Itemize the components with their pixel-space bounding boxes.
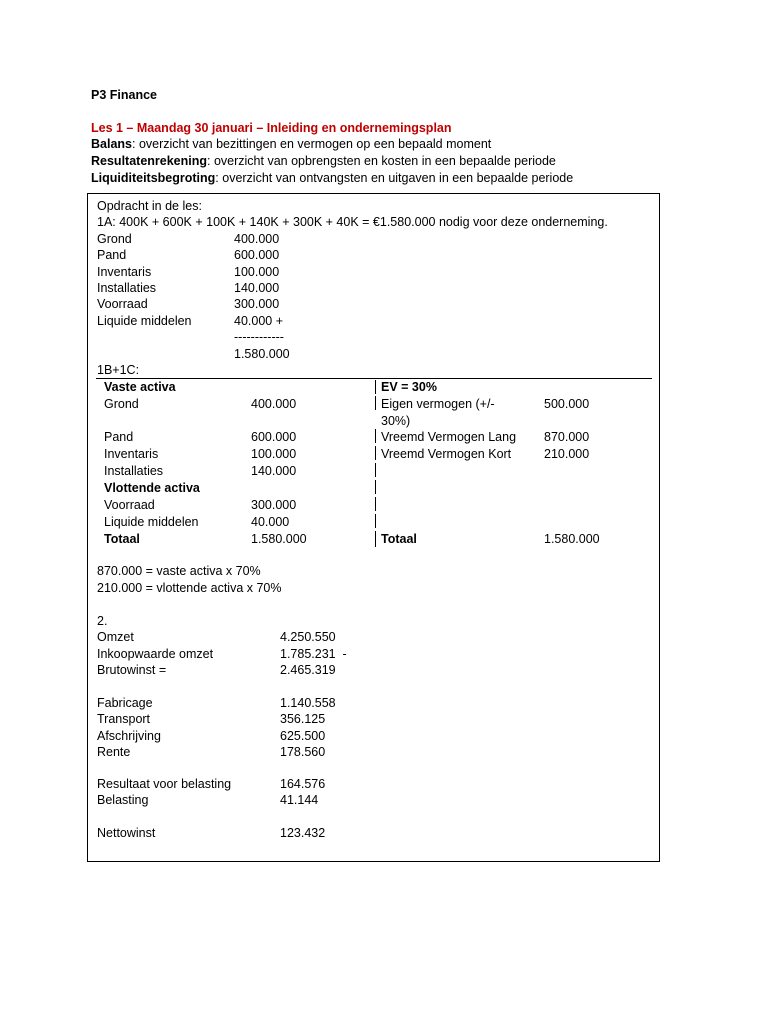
item-label: Grond: [97, 232, 132, 246]
income-label: Omzet: [97, 630, 134, 644]
item-value: 300.000: [234, 297, 280, 311]
definition-text: : overzicht van bezittingen en vermogen op een bepaald moment: [132, 137, 492, 151]
income-label: Inkoopwaarde omzet: [97, 647, 214, 661]
balance-left-label: Pand: [104, 430, 134, 444]
note: 870.000 = vaste activa x 70%: [97, 564, 261, 578]
balance-left-value: 600.000: [251, 430, 297, 444]
balance-left-header: Vaste activa: [104, 380, 176, 394]
definition-resultatenrekening: [91, 153, 556, 169]
balance-left-label: Grond: [104, 397, 139, 411]
income-label: Fabricage: [97, 696, 153, 710]
balance-left-label: Voorraad: [104, 498, 155, 512]
balance-top-rule: [96, 378, 652, 379]
item-label: Liquide middelen: [97, 314, 192, 328]
income-value: 1.785.231 -: [280, 647, 347, 661]
divider: [375, 446, 376, 460]
item-label: Inventaris: [97, 265, 152, 279]
balance-left-value: 40.000: [251, 515, 290, 529]
definition-text: : overzicht van opbrengsten en kosten in een bepaalde periode: [207, 154, 556, 168]
divider: [375, 396, 376, 410]
balance-right-total-value: 1.580.000: [544, 532, 600, 546]
item-value: 40.000 +: [234, 314, 284, 328]
balance-left-label: Liquide middelen: [104, 515, 199, 529]
separator: ------------: [234, 330, 284, 344]
definition-liquiditeitsbegroting: [91, 170, 573, 186]
income-label: Belasting: [97, 793, 149, 807]
balance-left-subheader: Vlottende activa: [104, 481, 200, 495]
divider: [375, 531, 376, 547]
item-label: Installaties: [97, 281, 157, 295]
definition-term: Resultatenrekening: [91, 154, 208, 168]
income-label: Transport: [97, 712, 151, 726]
balance-left-label: Inventaris: [104, 447, 159, 461]
balance-left-value: 400.000: [251, 397, 297, 411]
balance-right-header: EV = 30%: [381, 380, 437, 394]
divider: [375, 380, 376, 394]
balance-right-value: 210.000: [544, 447, 590, 461]
assignment-1a: 1A: 400K + 600K + 100K + 140K + 300K + 40K = €1.580.000 nodig voor deze onderneming.: [97, 215, 608, 229]
income-label-net: Nettowinst: [97, 826, 156, 840]
income-label: Rente: [97, 745, 131, 759]
divider: [375, 497, 376, 511]
divider: [375, 463, 376, 477]
item-value: 100.000: [234, 265, 280, 279]
balance-heading: 1B+1C:: [97, 363, 140, 377]
balance-right-value: 500.000: [544, 397, 590, 411]
item-label: Pand: [97, 248, 127, 262]
divider: [375, 429, 376, 443]
note: 210.000 = vlottende activa x 70%: [97, 581, 282, 595]
balance-right-label-cont: 30%): [381, 414, 411, 428]
item-value: 400.000: [234, 232, 280, 246]
definition-balans: [91, 136, 491, 152]
balance-left-value: 140.000: [251, 464, 297, 478]
balance-left-label: Installaties: [104, 464, 164, 478]
item-value: 140.000: [234, 281, 280, 295]
balance-left-value: 300.000: [251, 498, 297, 512]
balance-right-label: Vreemd Vermogen Kort: [381, 447, 512, 461]
income-label: Afschrijving: [97, 729, 161, 743]
income-value: 1.140.558: [280, 696, 336, 710]
income-label: Resultaat voor belasting: [97, 777, 232, 791]
income-value: 625.500: [280, 729, 326, 743]
balance-left-total-label: Totaal: [104, 532, 140, 546]
income-value: 356.125: [280, 712, 326, 726]
income-value: 178.560: [280, 745, 326, 759]
income-value-net: 123.432: [280, 826, 326, 840]
income-value: 2.465.319: [280, 663, 336, 677]
income-value: 4.250.550: [280, 630, 336, 644]
divider: [375, 480, 376, 494]
divider: [375, 514, 376, 528]
definition-text: : overzicht van ontvangsten en uitgaven in een bepaalde periode: [215, 171, 574, 185]
balance-right-label: Vreemd Vermogen Lang: [381, 430, 517, 444]
income-label: Brutowinst =: [97, 663, 167, 677]
item-total: 1.580.000: [234, 347, 290, 361]
definition-term: Liquiditeitsbegroting: [91, 171, 216, 185]
balance-right-label: Eigen vermogen (+/-: [381, 397, 495, 411]
lesson-heading: Les 1 – Maandag 30 januari – Inleiding en ondernemingsplan: [91, 121, 452, 135]
balance-left-total-value: 1.580.000: [251, 532, 307, 546]
income-heading: 2.: [97, 614, 108, 628]
income-value: 164.576: [280, 777, 326, 791]
item-label: Voorraad: [97, 297, 148, 311]
balance-right-value: 870.000: [544, 430, 590, 444]
balance-left-value: 100.000: [251, 447, 297, 461]
balance-right-total-label: Totaal: [381, 532, 417, 546]
item-value: 600.000: [234, 248, 280, 262]
assignment-intro: Opdracht in de les:: [97, 199, 202, 213]
page-title: P3 Finance: [91, 88, 157, 102]
income-value: 41.144: [280, 793, 319, 807]
definition-term: Balans: [91, 137, 132, 151]
